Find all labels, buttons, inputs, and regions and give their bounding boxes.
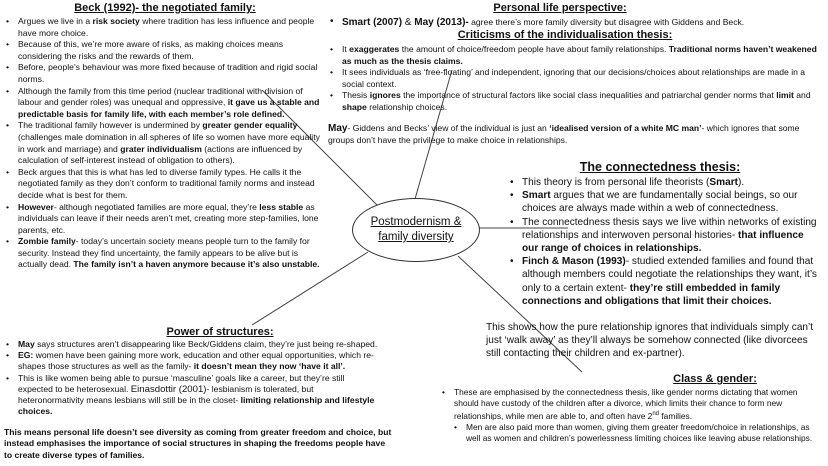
beck-title: Beck (1992)- the negotiated family: bbox=[74, 2, 256, 14]
list-item: • EG: women have been gaining more work, education and other equal opportunities, which re-shapes those structures as well as the family- it doesn’t mean they now ‘have it all’. bbox=[4, 350, 378, 372]
central-topic-line-2: family diversity bbox=[378, 231, 454, 243]
list-item: • This is like women being able to pursue ‘masculine’ goals like a career, but they’re still expected to be heterosexual. Einasdottir (2001)- lesbianism is tolerated, but heteronormativity means lesbians will still be in the closet- limiting relationship and lifestyle choices. bbox=[4, 373, 378, 418]
list-item: • Although the family from this time period (nuclear traditional with division of labour and gender roles) was unequal and oppressive, it gave us a stable and predictable basis for family life, with each member’s role defined. bbox=[4, 86, 320, 121]
connectedness-summary: This shows how the pure relationship ignores that individuals simply can’t just ‘walk away’ as they’ll always be somehow connected (like divorcees still contacting their children and ex-partner). bbox=[486, 322, 814, 360]
list-item: • Argues we live in a risk society where tradition has less influence and people have more choice. bbox=[4, 16, 320, 39]
list-item: • Thesis ignores the importance of structural factors like social class inequalities and patriarchal gender norms that limit and shape relationship choices. bbox=[328, 90, 824, 113]
list-item: • Before, people’s behaviour was more fixed because of tradition and rigid social norms. bbox=[4, 62, 320, 85]
connectedness-list bbox=[508, 176, 822, 308]
list-item: • Zombie family- today’s uncertain society means people turn to the family for security. Instead they find uncertainty, the family appears to be alive but is actually dead. The family isn’t a haven anymore because it’s also unstable. bbox=[4, 236, 320, 271]
central-topic-line-1: Postmodernism & bbox=[370, 216, 462, 228]
may-criticism: May- Giddens and Becks’ view of the individual is just an ‘idealised version of a white MC man’- which ignores that some groups don’t have the privilege to make choice in relationships. bbox=[328, 123, 800, 145]
list-item: • Because of this, we’re more aware of risks, as making choices means considering the risks and the rewards of them. bbox=[4, 39, 320, 62]
class-gender-title: Class & gender: bbox=[673, 373, 757, 385]
list-item: • It sees individuals as ‘free-floating’ and independent, ignoring that our decisions/choices about relationships are made in a social context. bbox=[328, 67, 824, 90]
personal-life-title: Personal life perspective: bbox=[493, 2, 627, 14]
list-item: • The traditional family however is undermined by greater gender equality (challenges male domination in all spheres of life so women have more equality in work and marriage) and grater individualism (actions are influenced by calculation of self-interest instead of obligation to others). bbox=[4, 120, 320, 166]
beck-list bbox=[4, 16, 320, 271]
criticisms-list bbox=[328, 44, 824, 114]
list-item: • May says structures aren’t disappearing like Beck/Giddens claim, they’re just being re-shaped. bbox=[4, 339, 378, 350]
list-item: • Smart (2007) & May (2013)- agree there’s more family diversity but disagree with Giddens and Beck. bbox=[328, 16, 824, 29]
list-item: • Men are also paid more than women, giving them greater freedom/choice in relationships, as well as women and children’s powerlessness limiting choices like leaving abuse relationships. bbox=[452, 422, 824, 444]
list-item: • The connectedness thesis says we live within networks of existing relationships and interwoven personal histories- that influence our range of choices in relationships. bbox=[508, 216, 822, 256]
personal-life-list bbox=[328, 16, 824, 29]
power-conclusion: This means personal life doesn’t see diversity as coming from greater freedom and choice, but instead emphasises the importance of social structures in shaping the freedoms people have to create diverse types of families. bbox=[4, 427, 392, 460]
connectedness-title: The connectedness thesis: bbox=[579, 160, 741, 174]
list-item: • Finch & Mason (1993)- studied extended families and found that although members could negotiate the relationships they want, it’s only to a certain extent- they’re still embedded in family connections and obligations that limit their choices. bbox=[508, 255, 822, 308]
list-item: • Beck argues that this is what has led to diverse family types. He calls it the negotiated family as they don’t conform to traditional family norms and instead decide what is best for them. bbox=[4, 167, 320, 202]
power-title: Power of structures: bbox=[166, 326, 274, 338]
central-topic-node bbox=[352, 198, 480, 262]
list-item: • It exaggerates the amount of choice/freedom people have about family relationships. Traditional norms haven’t weakened as much as the thesis claims. bbox=[328, 44, 824, 67]
criticisms-title: Criticisms of the individualisation thesis: bbox=[457, 29, 673, 41]
list-item: • These are emphasised by the connectedness thesis, like gender norms dictating that women should have custody of the children after a divorce, which limits their chance to form new relationships, while men are able to, and often have 2nd families. bbox=[440, 387, 824, 422]
list-item: • This theory is from personal life theorists (Smart). bbox=[508, 176, 822, 189]
list-item: • Smart argues that we are fundamentally social beings, so our choices are always made within a web of connectedness. bbox=[508, 189, 822, 215]
class-gender-list bbox=[440, 387, 824, 444]
power-list bbox=[4, 339, 378, 417]
list-item: • However- although negotiated families are more equal, they’re less stable as individuals can leave if their needs aren’t met, creating more step-families, lone parents, etc. bbox=[4, 202, 320, 237]
